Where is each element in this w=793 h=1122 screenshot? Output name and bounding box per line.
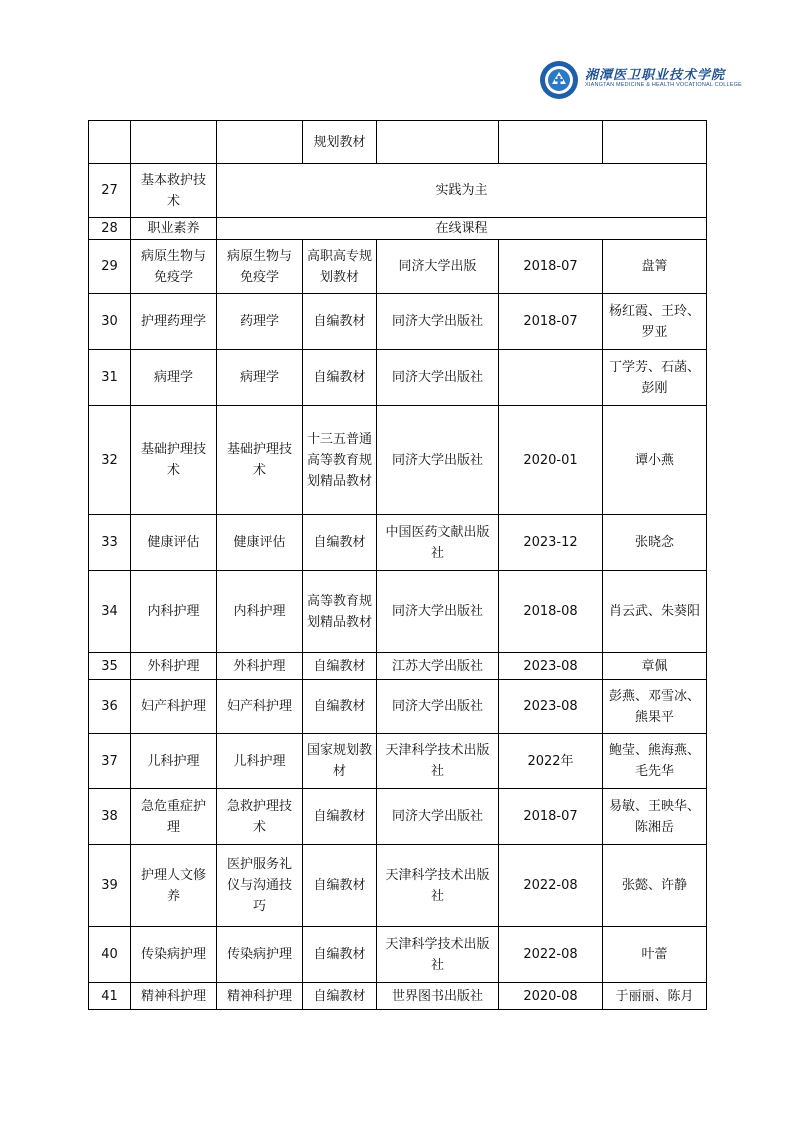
- textbook-name: [217, 121, 303, 164]
- course-name: 妇产科护理: [131, 680, 217, 734]
- table-row: [89, 164, 707, 218]
- textbook-type: 高职高专规划教材: [303, 240, 377, 294]
- college-emblem-icon: [539, 60, 579, 100]
- row-number: 40: [89, 927, 131, 983]
- college-name-english: XIANGTAN MEDICINE & HEALTH VOCATIONAL COLLEGE: [585, 82, 743, 88]
- row-number: 34: [89, 571, 131, 653]
- publisher: 同济大学出版社: [377, 294, 499, 350]
- table-row: [89, 515, 707, 571]
- author: 谭小燕: [603, 406, 707, 515]
- row-number: 38: [89, 789, 131, 845]
- textbook-type: 自编教材: [303, 653, 377, 680]
- textbook-name: 传染病护理: [217, 927, 303, 983]
- row-number: [89, 121, 131, 164]
- textbook-type: 自编教材: [303, 294, 377, 350]
- publisher: 中国医药文献出版社: [377, 515, 499, 571]
- course-name: 护理药理学: [131, 294, 217, 350]
- author: 张晓念: [603, 515, 707, 571]
- textbook-type: 自编教材: [303, 680, 377, 734]
- textbook-name: 妇产科护理: [217, 680, 303, 734]
- course-name: 内科护理: [131, 571, 217, 653]
- course-name: 传染病护理: [131, 927, 217, 983]
- textbook-name: 儿科护理: [217, 734, 303, 789]
- row-number: 36: [89, 680, 131, 734]
- publisher: 世界图书出版社: [377, 983, 499, 1010]
- textbook-type: 自编教材: [303, 789, 377, 845]
- course-name: 职业素养: [131, 218, 217, 240]
- course-name: 病原生物与免疫学: [131, 240, 217, 294]
- course-name: 护理人文修养: [131, 845, 217, 927]
- textbook-name: 外科护理: [217, 653, 303, 680]
- course-name: 健康评估: [131, 515, 217, 571]
- course-name: 基础护理技术: [131, 406, 217, 515]
- row-number: 33: [89, 515, 131, 571]
- course-name: 急危重症护理: [131, 789, 217, 845]
- row-number: 32: [89, 406, 131, 515]
- publish-date: [499, 121, 603, 164]
- row-number: 37: [89, 734, 131, 789]
- merged-note: 在线课程: [217, 218, 707, 240]
- textbook-name: 病理学: [217, 350, 303, 406]
- author: 易敏、王映华、陈湘岳: [603, 789, 707, 845]
- textbook-name: 药理学: [217, 294, 303, 350]
- publish-date: 2022年: [499, 734, 603, 789]
- textbook-name: 精神科护理: [217, 983, 303, 1010]
- course-name: 外科护理: [131, 653, 217, 680]
- publisher: 同济大学出版社: [377, 571, 499, 653]
- author: 叶蕾: [603, 927, 707, 983]
- publish-date: 2020-01: [499, 406, 603, 515]
- author: 盘箐: [603, 240, 707, 294]
- publish-date: 2023-12: [499, 515, 603, 571]
- textbook-type: 自编教材: [303, 927, 377, 983]
- table-row: [89, 653, 707, 680]
- author: 彭燕、邓雪冰、熊果平: [603, 680, 707, 734]
- textbook-type: 国家规划教材: [303, 734, 377, 789]
- publisher: 天津科学技术出版社: [377, 927, 499, 983]
- textbook-type: 自编教材: [303, 350, 377, 406]
- publisher: 同济大学出版社: [377, 789, 499, 845]
- textbook-type: 高等教育规划精品教材: [303, 571, 377, 653]
- textbook-type: 规划教材: [303, 121, 377, 164]
- row-number: 31: [89, 350, 131, 406]
- table-row: [89, 571, 707, 653]
- author: 丁学芳、石菡、彭刚: [603, 350, 707, 406]
- course-name: 基本救护技术: [131, 164, 217, 218]
- publisher: 江苏大学出版社: [377, 653, 499, 680]
- table-row: [89, 983, 707, 1010]
- textbook-name: 医护服务礼仪与沟通技巧: [217, 845, 303, 927]
- table-row: [89, 927, 707, 983]
- table-row: [89, 845, 707, 927]
- publisher: 同济大学出版社: [377, 350, 499, 406]
- publish-date: 2018-07: [499, 294, 603, 350]
- row-number: 28: [89, 218, 131, 240]
- author: 张懿、许静: [603, 845, 707, 927]
- course-name: 精神科护理: [131, 983, 217, 1010]
- table-row: [89, 406, 707, 515]
- table-row: [89, 240, 707, 294]
- publish-date: 2018-07: [499, 789, 603, 845]
- textbook-name: 急救护理技术: [217, 789, 303, 845]
- textbook-name: 内科护理: [217, 571, 303, 653]
- publish-date: [499, 350, 603, 406]
- publisher: 天津科学技术出版社: [377, 845, 499, 927]
- author: 章佩: [603, 653, 707, 680]
- publisher: 同济大学出版社: [377, 680, 499, 734]
- row-number: 29: [89, 240, 131, 294]
- publisher: 同济大学出版社: [377, 406, 499, 515]
- table-row: [89, 350, 707, 406]
- publisher: 天津科学技术出版社: [377, 734, 499, 789]
- textbook-type: 十三五普通高等教育规划精品教材: [303, 406, 377, 515]
- author: 杨红霞、王玲、罗亚: [603, 294, 707, 350]
- publish-date: 2018-07: [499, 240, 603, 294]
- publisher: 同济大学出版: [377, 240, 499, 294]
- author: [603, 121, 707, 164]
- course-name: [131, 121, 217, 164]
- publish-date: 2023-08: [499, 653, 603, 680]
- row-number: 30: [89, 294, 131, 350]
- author: 肖云武、朱葵阳: [603, 571, 707, 653]
- publish-date: 2023-08: [499, 680, 603, 734]
- publish-date: 2018-08: [499, 571, 603, 653]
- merged-note: 实践为主: [217, 164, 707, 218]
- publish-date: 2020-08: [499, 983, 603, 1010]
- table-row: [89, 789, 707, 845]
- author: 于丽丽、陈月: [603, 983, 707, 1010]
- textbook-name: 健康评估: [217, 515, 303, 571]
- textbook-type: 自编教材: [303, 983, 377, 1010]
- row-number: 41: [89, 983, 131, 1010]
- textbook-type: 自编教材: [303, 845, 377, 927]
- course-textbook-table: [88, 120, 707, 1010]
- college-logo: [539, 60, 743, 100]
- publish-date: 2022-08: [499, 927, 603, 983]
- textbook-type: 自编教材: [303, 515, 377, 571]
- publish-date: 2022-08: [499, 845, 603, 927]
- row-number: 39: [89, 845, 131, 927]
- textbook-name: 基础护理技术: [217, 406, 303, 515]
- course-name: 儿科护理: [131, 734, 217, 789]
- author: 鲍莹、熊海燕、毛先华: [603, 734, 707, 789]
- course-name: 病理学: [131, 350, 217, 406]
- row-number: 35: [89, 653, 131, 680]
- row-number: 27: [89, 164, 131, 218]
- publisher: [377, 121, 499, 164]
- table-row: [89, 680, 707, 734]
- table-row: [89, 121, 707, 164]
- table-row: [89, 218, 707, 240]
- textbook-name: 病原生物与免疫学: [217, 240, 303, 294]
- table-row: [89, 294, 707, 350]
- table-row: [89, 734, 707, 789]
- college-name: 湘潭医卫职业技术学院: [585, 68, 726, 83]
